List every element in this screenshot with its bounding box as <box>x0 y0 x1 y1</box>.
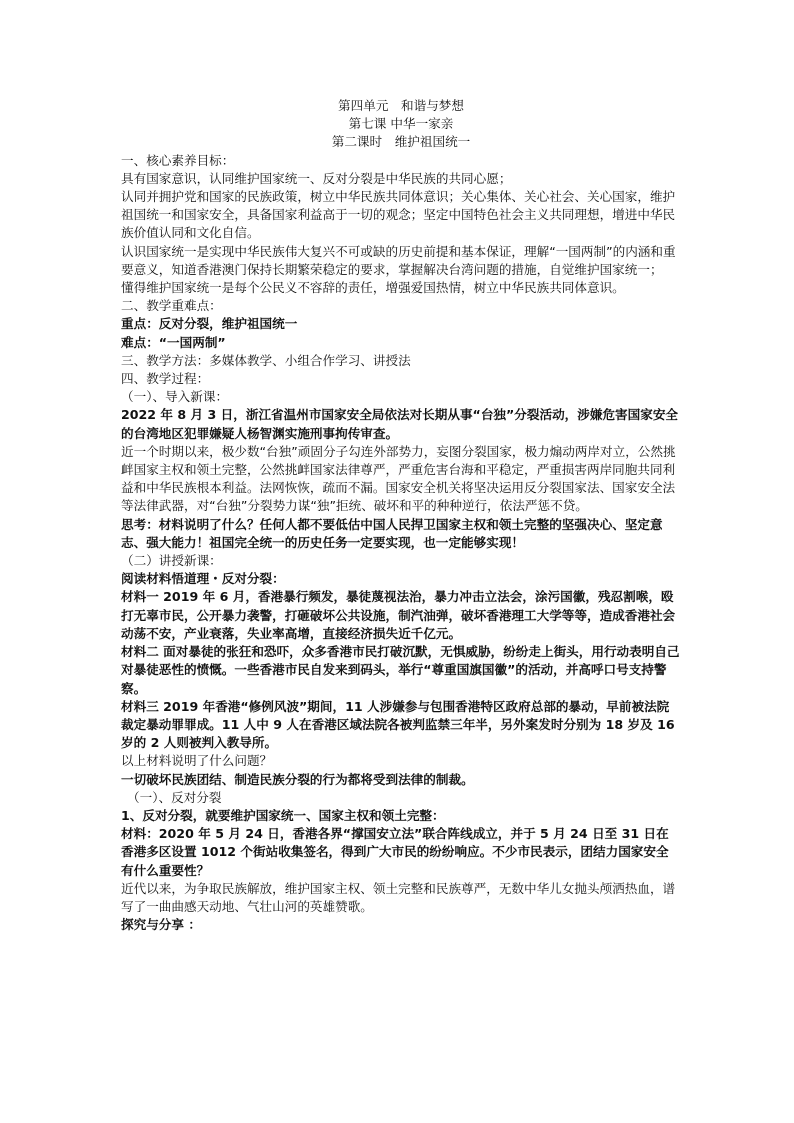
intro-news: 2022 年 8 月 3 日，浙江省温州市国家安全局依法对长期从事“台独”分裂活动，涉嫌危害国家安全的台湾地区犯罪嫌疑人杨智渊实施刑事拘传审查。 <box>121 407 679 441</box>
period-title: 第二课时 维护祖国统一 <box>331 134 471 150</box>
difficult-point: 难点：“一国两制” <box>121 334 226 350</box>
material-4: 材料：2020 年 5 月 24 日，香港各界“撑国安立法”联合阵线成立，并于 5 月 24 日至 31 日在香港多区设置 1012 个街站收集签名，得到广大市民的纷纷响应。不少市民表示，团结力国家安全有什么重要性？ <box>121 826 669 878</box>
goal-1: 具有国家意识，认同维护国家统一、反对分裂是中华民族的共同心愿； <box>121 170 512 186</box>
intro-text: 近一个时期以来，极少数“台独”顽固分子勾连外部势力，妄图分裂国家，极力煽动两岸对立，公然挑衅国家主权和领土完整，公然挑衅国家法律尊严，严重危害台海和平稳定，严重损害两岸同胞共同利益和中华民族根本利益。法网恢恢，疏而不漏。国家安全机关将坚决运用反分裂国家法、国家安全法等法律武器，对“台独”分裂势力谋“独”拒统、破坏和平的种种逆行，依法严惩不贷。 <box>121 443 676 514</box>
think-question: 思考：材料说明了什么？任何人都不要低估中国人民捍卫国家主权和领土完整的坚强决心、坚定意志、强大能力！祖国完全统一的历史任务一定要实现，也一定能够实现！ <box>121 516 663 550</box>
question-1: 以上材料说明了什么问题？ <box>121 753 273 769</box>
new-lesson-heading: （二）讲授新课： <box>121 553 222 569</box>
goal-3: 认识国家统一是实现中华民族伟大复兴不可或缺的历史前提和基本保证，理解“一国两制”的内涵和重要意义，知道香港澳门保持长期繁荣稳定的要求，掌握解决台湾问题的措施，自觉维护国家统一； <box>121 243 676 277</box>
goal-4: 懂得维护国家统一是每个公民义不容辞的责任，增强爱国热情，树立中华民族共同体意识。 <box>121 280 625 296</box>
intro-heading: （一）、导入新课： <box>121 389 229 405</box>
explore-share: 探究与分享 ： <box>121 917 201 933</box>
answer-1: 一切破坏民族团结、制造民族分裂的行为都将受到法律的制裁。 <box>121 771 474 787</box>
material-3: 材料三 2019 年香港“修例风波”期间，11 人涉嫌参与包围香港特区政府总部的暴动，早前被法院裁定暴动罪罪成。11 人中 9 人在香港区域法院各被判监禁三年半，另外案发时分别为 18 岁及 16 岁的 2 人则被判入教导所。 <box>121 698 675 751</box>
section-oppose-split: （一）、反对分裂 <box>127 789 222 805</box>
modern-history-text: 近代以来，为争取民族解放，维护国家主权、领土完整和民族尊严，无数中华儿女抛头颅洒热血，谱写了一曲曲感天动地、气壮山河的英雄赞歌。 <box>121 880 676 914</box>
process-heading: 四、教学过程： <box>121 371 210 387</box>
key-point: 重点：反对分裂，维护祖国统一 <box>121 316 298 332</box>
lesson-title: 第七课 中华一家亲 <box>348 116 454 132</box>
keypoints-heading: 二、教学重难点： <box>121 298 222 314</box>
read-material-heading: 阅读材料悟道理・反对分裂： <box>121 571 285 587</box>
goals-heading: 一、核心素养目标： <box>121 152 235 168</box>
goal-2: 认同并拥护党和国家的民族政策，树立中华民族共同体意识；关心集体、关心社会、关心国家，维护祖国统一和国家安全，具备国家利益高于一切的观念；坚定中国特色社会主义共同理想，增进中华民族价值认同和文化自信。 <box>121 189 676 241</box>
point-1: 1、反对分裂，就要维护国家统一、国家主权和领土完整： <box>121 807 445 823</box>
document-page <box>121 97 681 934</box>
material-1: 材料一 2019 年 6 月，香港暴行频发，暴徒蔑视法治，暴力冲击立法会，涂污国徽，残忍割喉，殴打无辜市民，公开暴力袭警，打砸破坏公共设施，制汽油弹，破坏香港理工大学等等，造成香港社会动荡不安，产业衰落，失业率高增，直接经济损失近千亿元。 <box>121 589 676 641</box>
unit-title: 第四单元 和谐与梦想 <box>338 98 464 113</box>
material-2: 材料二 面对暴徒的张狂和恐吓，众多香港市民打破沉默，无惧威胁，纷纷走上街头，用行动表明自己对暴徒恶性的愤慨。一些香港市民自发来到码头，举行“尊重国旗国徽”的活动，并高呼口号支持警察。 <box>121 644 680 696</box>
methods: 三、教学方法：多媒体教学、小组合作学习、讲授法 <box>121 352 411 368</box>
